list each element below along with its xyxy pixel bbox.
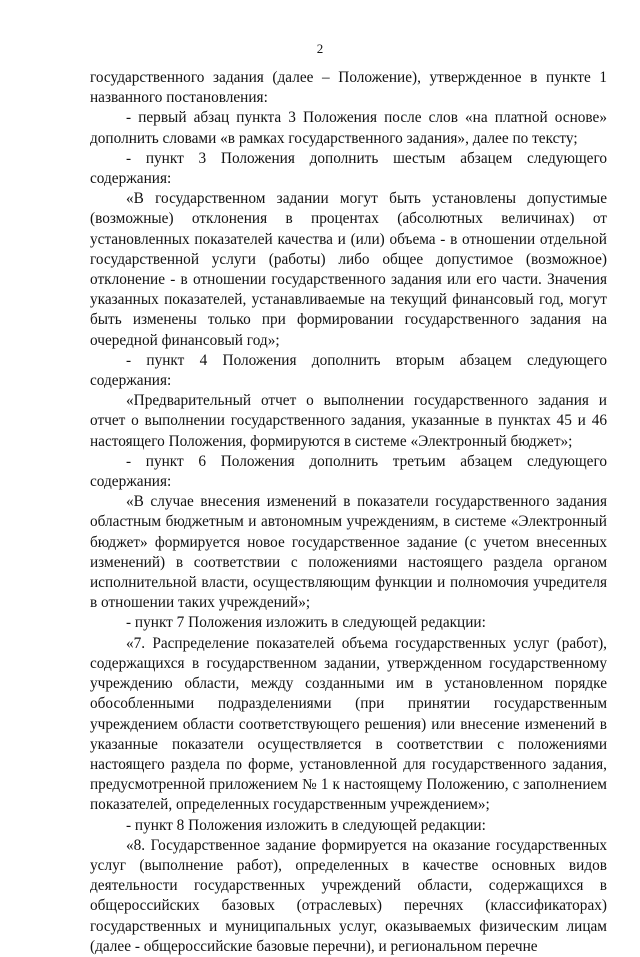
paragraph: - пункт 6 Положения дополнить третьим абзацем следующего содержания:	[90, 452, 607, 491]
paragraph: - пункт 3 Положения дополнить шестым абзацем следующего содержания:	[90, 149, 607, 188]
paragraph: - первый абзац пункта 3 Положения после слов «на платной основе» дополнить словами «в рамках государственного задания», далее по тексту;	[90, 109, 607, 147]
paragraph: государственного задания (далее – Положение), утвержденное в пункте 1 названного постановления:	[90, 69, 607, 107]
paragraph: - пункт 7 Положения изложить в следующей редакции:	[126, 614, 486, 632]
page-number: 2	[316, 41, 324, 56]
paragraph: - пункт 4 Положения дополнить вторым абзацем следующего содержания:	[90, 351, 607, 390]
paragraph: «Предварительный отчет о выполнении государственного задания и отчет о выполнении государственного задания, указанные в пунктах 45 и 46 настоящего Положения, формируются в системе «Электронный бюджет»;	[90, 392, 607, 450]
paragraph: «В случае внесения изменений в показатели государственного задания областным бюджетным и автономным учреждениям, в системе «Электронный бюджет» формируется новое государственное задание (с учетом внесенных изменений) в соответствии с положениями настоящего раздела органом исполнительной власти, осуществляющим функции и полномочия учредителя в отношении таких учреждений»;	[90, 493, 607, 612]
paragraph: «7. Распределение показателей объема государственных услуг (работ), содержащихся в государственном задании, утвержденном государственному учреждению области, между созданными им в установленном порядке обособленными подразделениями (при принятии государственным учреждением области соответствующего решения) или внесение изменений в указанные показатели осуществляется в соответствии с положениями настоящего раздела по форме, установленной для государственного задания, предусмотренной приложением № 1 к настоящему Положению, с заполнением показателей, определенных государственным учреждением»;	[90, 634, 607, 814]
paragraph: «В государственном задании могут быть установлены допустимые (возможные) отклонения в процентах (абсолютных величинах) от установленных показателей качества и (или) объема - в отношении отдельной государственной услуги (работы) либо общее допустимое (возможное) отклонение - в отношении государственного задания или его части. Значения указанных показателей, устанавливаемые на текущий финансовый год, могут быть изменены только при формировании государственного задания на очередной финансовый год»;	[90, 190, 607, 349]
document-body	[90, 68, 607, 957]
paragraph: «8. Государственное задание формируется на оказание государственных услуг (выполнение работ), определенных в качестве основных видов деятельности государственных учреждений области, содержащихся в общероссийских базовых (отраслевых) перечнях (классификаторах) государственных и муниципальных услуг, оказываемых физическим лицам (далее - общероссийские базовые перечни), и региональном перечне	[90, 836, 607, 955]
paragraph: - пункт 8 Положения изложить в следующей редакции:	[126, 816, 486, 834]
